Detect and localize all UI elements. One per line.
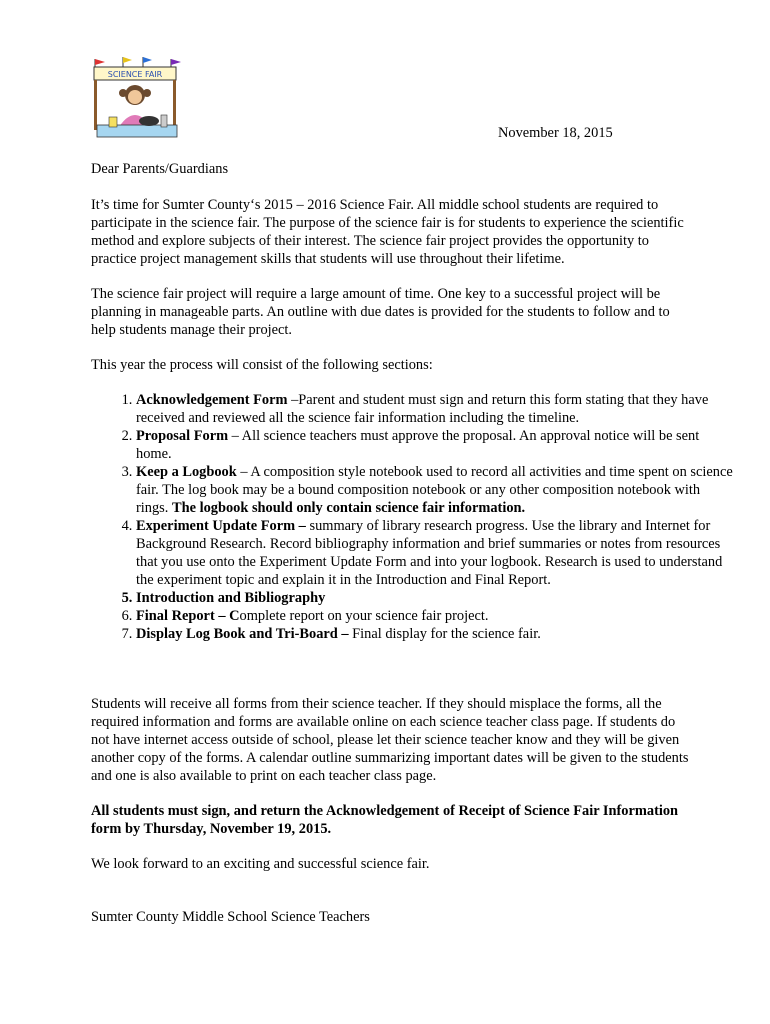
list-item <box>136 607 736 625</box>
signature: Sumter County Middle School Science Teachers <box>91 909 370 925</box>
section-title: Introduction and Bibliography <box>136 590 326 606</box>
list-item <box>136 589 736 607</box>
letter-date: November 18, 2015 <box>498 125 613 141</box>
salutation: Dear Parents/Guardians <box>91 161 229 177</box>
sections-intro: This year the process will consist of the following sections: <box>91 357 433 373</box>
science-fair-clipart <box>89 55 185 141</box>
forms-paragraph: Students will receive all forms from their science teacher. If they should misplace the forms, all the required information and forms are available online on each science teacher class page. If students do not have internet access outside of school, please let their science teacher know and they will be given another copy of the forms. A calendar outline summarizing important dates will be given to the students and one is also available to print on each teacher class page. <box>91 696 689 784</box>
list-item <box>136 625 736 643</box>
section-title: Proposal Form <box>136 428 229 444</box>
list-item <box>136 517 736 589</box>
section-text: omplete report on your science fair project. <box>239 608 489 624</box>
section-title: Experiment Update Form – <box>136 518 306 534</box>
deadline-notice: All students must sign, and return the Acknowledgement of Receipt of Science Fair Information form by Thursday, November 19, 2015. <box>91 803 679 837</box>
timeline-paragraph: The science fair project will require a large amount of time. One key to a successful project will be planning in manageable parts. An outline with due dates is provided for the students to follow and to help students manage their project. <box>91 286 670 338</box>
section-text: – All science teachers must approve the proposal. An approval notice will be sent home. <box>136 428 700 462</box>
section-text: summary of library research progress. Use the library and Internet for Background Research. Record bibliography information and brief summaries or notes from resources that you use onto the Experiment Update Form and into your logbook. Research is used to understand the experiment topic and explain it in the Introduction and Final Report. <box>136 518 723 588</box>
list-item <box>136 463 736 517</box>
section-text: –Parent and student must sign and return this form stating that they have received and reviewed all the science fair information including the timeline. <box>136 392 709 426</box>
section-text: – A composition style notebook used to record all activities and time spent on science fair. The log book may be a bound composition notebook or any other composition notebook with rings. <box>136 464 733 516</box>
section-text: Final display for the science fair. <box>348 626 541 642</box>
closing-line: We look forward to an exciting and successful science fair. <box>91 856 430 872</box>
list-item <box>136 391 736 427</box>
section-title: Keep a Logbook <box>136 464 237 480</box>
section-title: Final Report – C <box>136 608 240 624</box>
section-title: Display Log Book and Tri-Board – <box>136 626 349 642</box>
sections-list <box>91 391 736 643</box>
banner-text: SCIENCE FAIR <box>107 70 163 79</box>
intro-paragraph: It’s time for Sumter County‘s 2015 – 2016 Science Fair. All middle school students are required to participate in the science fair. The purpose of the science fair is for students to experience the scientific method and explore subjects of their interest. The science fair project provides the opportunity to practice project management skills that students will use throughout their lifetime. <box>91 197 684 267</box>
section-title: Acknowledgement Form <box>136 392 288 408</box>
section-emphasis: The logbook should only contain science fair information. <box>171 500 526 516</box>
list-item <box>136 427 736 463</box>
